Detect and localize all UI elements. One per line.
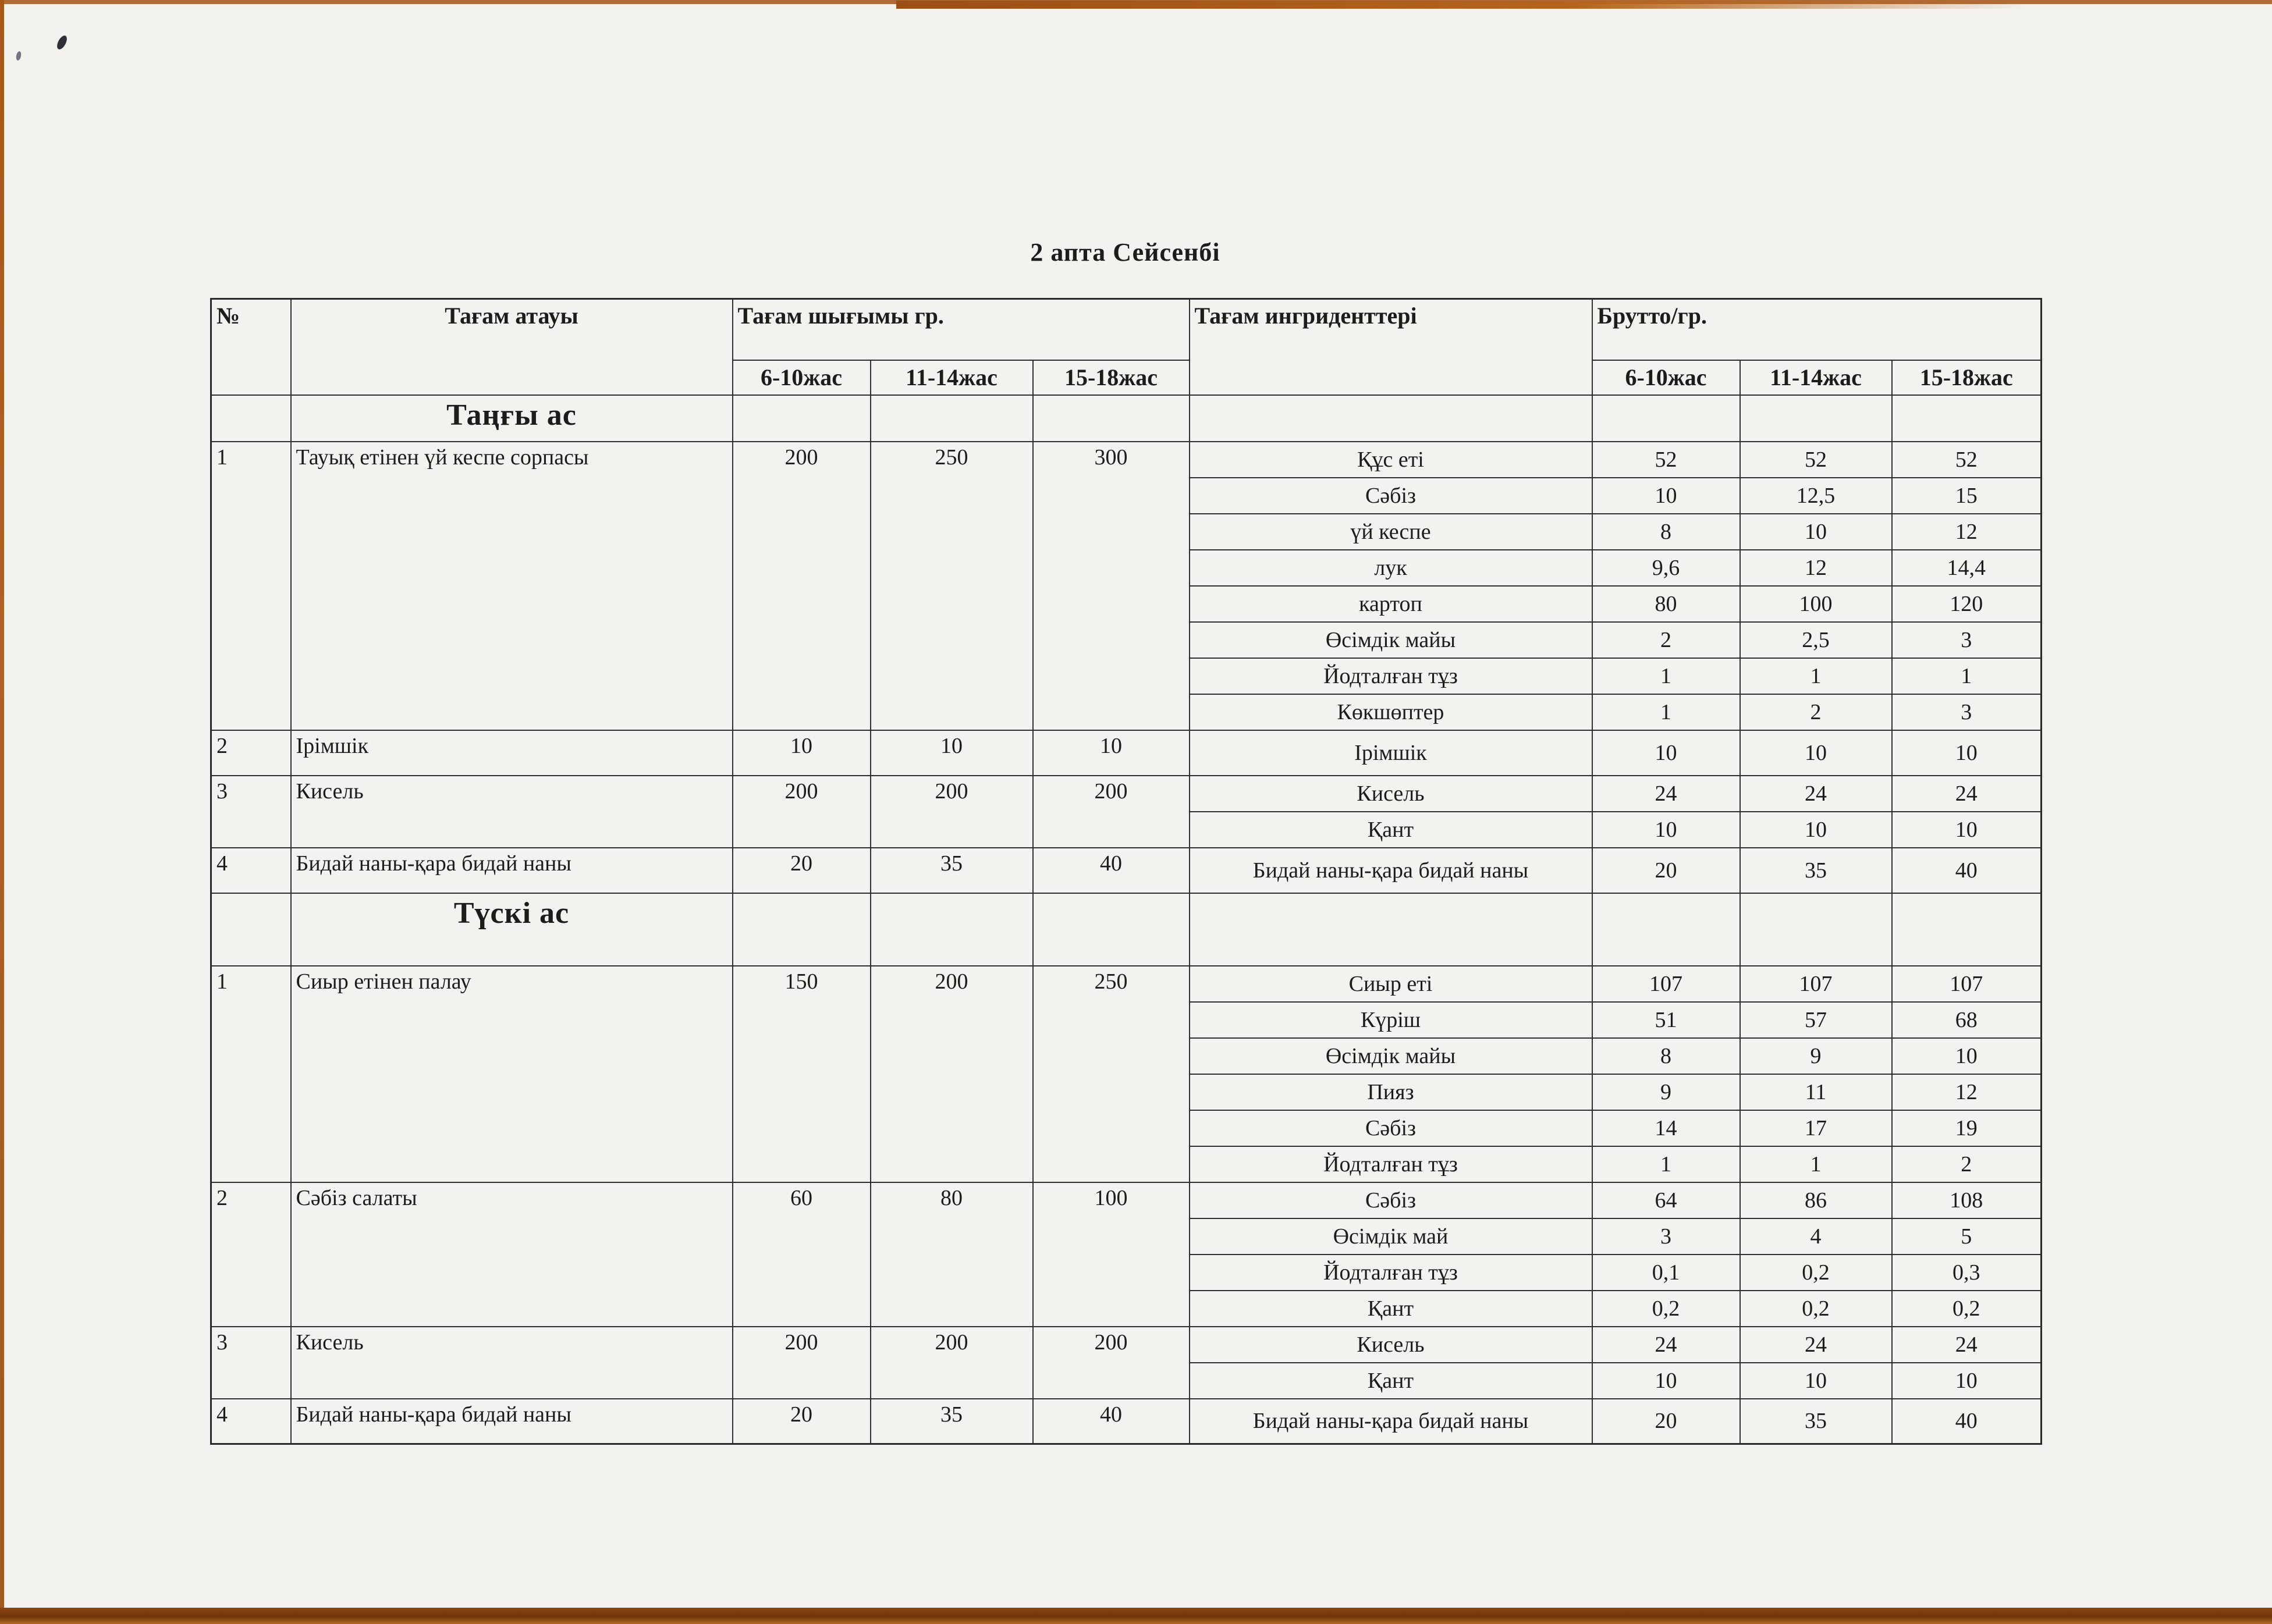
section-empty-cell bbox=[1892, 395, 2042, 442]
ingredient-name: Кисель bbox=[1190, 776, 1592, 812]
brutto-value: 107 bbox=[1592, 966, 1740, 1002]
output-value: 20 bbox=[733, 1399, 871, 1444]
output-value: 250 bbox=[1033, 966, 1190, 1182]
section-empty-cell bbox=[1592, 395, 1740, 442]
column-header-age-15-18: 15-18жас bbox=[1033, 360, 1190, 395]
brutto-value: 35 bbox=[1740, 848, 1892, 893]
brutto-value: 80 bbox=[1592, 586, 1740, 622]
brutto-value: 64 bbox=[1592, 1182, 1740, 1218]
brutto-value: 8 bbox=[1592, 1038, 1740, 1074]
ingredient-name: лук bbox=[1190, 550, 1592, 586]
ingredient-name: Йодталған тұз bbox=[1190, 1146, 1592, 1182]
brutto-value: 120 bbox=[1892, 586, 2042, 622]
brutto-value: 15 bbox=[1892, 478, 2042, 514]
brutto-value: 20 bbox=[1592, 848, 1740, 893]
ingredient-name: Көкшөптер bbox=[1190, 694, 1592, 730]
output-value: 10 bbox=[733, 730, 871, 776]
brutto-value: 0,3 bbox=[1892, 1255, 2042, 1291]
brutto-value: 24 bbox=[1592, 1327, 1740, 1363]
section-empty-cell bbox=[1592, 893, 1740, 966]
ingredient-name: Ірімшік bbox=[1190, 730, 1592, 776]
output-value: 200 bbox=[733, 1327, 871, 1399]
scan-top-edge-band bbox=[896, 1, 2031, 9]
scan-bottom-edge bbox=[0, 1608, 2272, 1624]
output-value: 40 bbox=[1033, 1399, 1190, 1444]
brutto-value: 40 bbox=[1892, 1399, 2042, 1444]
brutto-value: 12 bbox=[1892, 514, 2042, 550]
output-value: 200 bbox=[733, 442, 871, 730]
brutto-value: 10 bbox=[1892, 1038, 2042, 1074]
brutto-value: 10 bbox=[1740, 514, 1892, 550]
menu-table bbox=[210, 298, 2042, 1445]
output-value: 250 bbox=[871, 442, 1033, 730]
brutto-value: 1 bbox=[1592, 694, 1740, 730]
ingredient-name: Сәбіз bbox=[1190, 1182, 1592, 1218]
brutto-value: 1 bbox=[1592, 1146, 1740, 1182]
brutto-value: 107 bbox=[1892, 966, 2042, 1002]
dish-number: 1 bbox=[211, 966, 291, 1182]
brutto-value: 0,2 bbox=[1740, 1255, 1892, 1291]
brutto-value: 2 bbox=[1592, 622, 1740, 658]
ingredient-name: Құс еті bbox=[1190, 442, 1592, 478]
column-header-ingredients: Тағам ингриденттері bbox=[1190, 299, 1592, 395]
column-header-age-6-10: 6-10жас bbox=[733, 360, 871, 395]
ingredient-name: картоп bbox=[1190, 586, 1592, 622]
ingredient-name: Қант bbox=[1190, 812, 1592, 848]
page-title: 2 апта Сейсенбі bbox=[1030, 238, 1220, 266]
brutto-value: 2 bbox=[1740, 694, 1892, 730]
brutto-value: 24 bbox=[1740, 1327, 1892, 1363]
brutto-value: 3 bbox=[1592, 1218, 1740, 1255]
brutto-value: 52 bbox=[1740, 442, 1892, 478]
brutto-value: 2 bbox=[1892, 1146, 2042, 1182]
brutto-value: 0,2 bbox=[1740, 1291, 1892, 1327]
brutto-value: 86 bbox=[1740, 1182, 1892, 1218]
column-header-brutto: Брутто/гр. bbox=[1592, 299, 2042, 360]
brutto-value: 1 bbox=[1740, 1146, 1892, 1182]
ingredient-name: Қант bbox=[1190, 1291, 1592, 1327]
brutto-value: 17 bbox=[1740, 1110, 1892, 1146]
brutto-value: 24 bbox=[1892, 1327, 2042, 1363]
brutto-value: 108 bbox=[1892, 1182, 2042, 1218]
output-value: 200 bbox=[871, 776, 1033, 848]
section-empty-cell bbox=[1190, 893, 1592, 966]
dish-name: Бидай наны-қара бидай наны bbox=[291, 1399, 733, 1444]
brutto-value: 10 bbox=[1592, 812, 1740, 848]
output-value: 300 bbox=[1033, 442, 1190, 730]
brutto-value: 19 bbox=[1892, 1110, 2042, 1146]
ingredient-name: Сәбіз bbox=[1190, 478, 1592, 514]
dish-number: 2 bbox=[211, 1182, 291, 1327]
brutto-value: 10 bbox=[1892, 812, 2042, 848]
dish-name: Ірімшік bbox=[291, 730, 733, 776]
brutto-value: 2,5 bbox=[1740, 622, 1892, 658]
section-empty-cell bbox=[871, 893, 1033, 966]
brutto-value: 0,1 bbox=[1592, 1255, 1740, 1291]
column-header-number: № bbox=[211, 299, 291, 395]
brutto-value: 8 bbox=[1592, 514, 1740, 550]
section-empty-cell bbox=[733, 893, 871, 966]
output-value: 10 bbox=[1033, 730, 1190, 776]
ingredient-name: Кисель bbox=[1190, 1327, 1592, 1363]
output-value: 20 bbox=[733, 848, 871, 893]
dish-row bbox=[211, 1327, 2042, 1363]
brutto-value: 14,4 bbox=[1892, 550, 2042, 586]
ingredient-name: Күріш bbox=[1190, 1002, 1592, 1038]
ingredient-name: Өсімдік май bbox=[1190, 1218, 1592, 1255]
ingredient-name: Сәбіз bbox=[1190, 1110, 1592, 1146]
output-value: 35 bbox=[871, 1399, 1033, 1444]
dish-name: Кисель bbox=[291, 776, 733, 848]
ingredient-name: Бидай наны-қара бидай наны bbox=[1190, 1399, 1592, 1444]
dish-row bbox=[211, 730, 2042, 776]
brutto-value: 20 bbox=[1592, 1399, 1740, 1444]
output-value: 40 bbox=[1033, 848, 1190, 893]
ingredient-name: Бидай наны-қара бидай наны bbox=[1190, 848, 1592, 893]
dish-row bbox=[211, 848, 2042, 893]
output-value: 200 bbox=[871, 966, 1033, 1182]
section-row bbox=[211, 893, 2042, 966]
dish-row bbox=[211, 966, 2042, 1002]
brutto-value: 100 bbox=[1740, 586, 1892, 622]
menu-table-body bbox=[211, 395, 2042, 1444]
dish-row bbox=[211, 1399, 2042, 1444]
brutto-value: 68 bbox=[1892, 1002, 2042, 1038]
dish-number: 3 bbox=[211, 1327, 291, 1399]
output-value: 200 bbox=[1033, 776, 1190, 848]
dish-number: 4 bbox=[211, 848, 291, 893]
section-empty-cell bbox=[871, 395, 1033, 442]
scan-left-edge bbox=[0, 0, 4, 1624]
output-value: 200 bbox=[871, 1327, 1033, 1399]
brutto-value: 24 bbox=[1592, 776, 1740, 812]
brutto-value: 52 bbox=[1592, 442, 1740, 478]
output-value: 200 bbox=[1033, 1327, 1190, 1399]
brutto-value: 3 bbox=[1892, 694, 2042, 730]
column-header-dish-name: Тағам атауы bbox=[291, 299, 733, 395]
dish-row bbox=[211, 442, 2042, 478]
output-value: 200 bbox=[733, 776, 871, 848]
dish-number: 2 bbox=[211, 730, 291, 776]
brutto-value: 9 bbox=[1740, 1038, 1892, 1074]
section-empty-cell bbox=[1892, 893, 2042, 966]
section-empty-cell bbox=[733, 395, 871, 442]
brutto-value: 10 bbox=[1592, 1363, 1740, 1399]
brutto-value: 0,2 bbox=[1592, 1291, 1740, 1327]
ink-speck bbox=[55, 34, 69, 51]
output-value: 100 bbox=[1033, 1182, 1190, 1327]
dish-number: 4 bbox=[211, 1399, 291, 1444]
brutto-value: 1 bbox=[1740, 658, 1892, 694]
brutto-value: 10 bbox=[1892, 730, 2042, 776]
ingredient-name: Йодталған тұз bbox=[1190, 1255, 1592, 1291]
section-empty-cell bbox=[1190, 395, 1592, 442]
brutto-value: 24 bbox=[1892, 776, 2042, 812]
dish-number: 3 bbox=[211, 776, 291, 848]
ingredient-name: Пияз bbox=[1190, 1074, 1592, 1110]
brutto-value: 24 bbox=[1740, 776, 1892, 812]
brutto-value: 9,6 bbox=[1592, 550, 1740, 586]
section-empty-cell bbox=[1740, 893, 1892, 966]
brutto-value: 10 bbox=[1740, 730, 1892, 776]
dish-number: 1 bbox=[211, 442, 291, 730]
brutto-value: 11 bbox=[1740, 1074, 1892, 1110]
brutto-value: 4 bbox=[1740, 1218, 1892, 1255]
ink-speck bbox=[15, 51, 22, 61]
section-row bbox=[211, 395, 2042, 442]
brutto-value: 12 bbox=[1892, 1074, 2042, 1110]
section-empty-cell bbox=[211, 893, 291, 966]
dish-name: Сәбіз салаты bbox=[291, 1182, 733, 1327]
section-title: Таңғы ас bbox=[291, 395, 733, 442]
dish-name: Кисель bbox=[291, 1327, 733, 1399]
brutto-value: 1 bbox=[1592, 658, 1740, 694]
output-value: 60 bbox=[733, 1182, 871, 1327]
section-empty-cell bbox=[1033, 893, 1190, 966]
brutto-value: 12 bbox=[1740, 550, 1892, 586]
brutto-value: 57 bbox=[1740, 1002, 1892, 1038]
ingredient-name: Қант bbox=[1190, 1363, 1592, 1399]
brutto-value: 3 bbox=[1892, 622, 2042, 658]
section-empty-cell bbox=[211, 395, 291, 442]
dish-row bbox=[211, 776, 2042, 812]
brutto-value: 12,5 bbox=[1740, 478, 1892, 514]
brutto-value: 10 bbox=[1592, 478, 1740, 514]
dish-name: Сиыр етінен палау bbox=[291, 966, 733, 1182]
brutto-value: 1 bbox=[1892, 658, 2042, 694]
brutto-value: 5 bbox=[1892, 1218, 2042, 1255]
section-empty-cell bbox=[1740, 395, 1892, 442]
ingredient-name: Өсімдік майы bbox=[1190, 622, 1592, 658]
brutto-value: 9 bbox=[1592, 1074, 1740, 1110]
column-header-age-11-14: 11-14жас bbox=[1740, 360, 1892, 395]
brutto-value: 107 bbox=[1740, 966, 1892, 1002]
dish-name: Тауық етінен үй кеспе сорпасы bbox=[291, 442, 733, 730]
output-value: 35 bbox=[871, 848, 1033, 893]
brutto-value: 10 bbox=[1740, 1363, 1892, 1399]
column-header-age-6-10: 6-10жас bbox=[1592, 360, 1740, 395]
output-value: 10 bbox=[871, 730, 1033, 776]
brutto-value: 10 bbox=[1740, 812, 1892, 848]
brutto-value: 51 bbox=[1592, 1002, 1740, 1038]
brutto-value: 10 bbox=[1892, 1363, 2042, 1399]
section-title: Түскі ас bbox=[291, 893, 733, 966]
output-value: 80 bbox=[871, 1182, 1033, 1327]
brutto-value: 0,2 bbox=[1892, 1291, 2042, 1327]
section-empty-cell bbox=[1033, 395, 1190, 442]
brutto-value: 14 bbox=[1592, 1110, 1740, 1146]
column-header-age-15-18: 15-18жас bbox=[1892, 360, 2042, 395]
output-value: 150 bbox=[733, 966, 871, 1182]
column-header-output: Тағам шығымы гр. bbox=[733, 299, 1190, 360]
column-header-age-11-14: 11-14жас bbox=[871, 360, 1033, 395]
dish-row bbox=[211, 1182, 2042, 1218]
brutto-value: 35 bbox=[1740, 1399, 1892, 1444]
ingredient-name: Өсімдік майы bbox=[1190, 1038, 1592, 1074]
ingredient-name: Йодталған тұз bbox=[1190, 658, 1592, 694]
brutto-value: 52 bbox=[1892, 442, 2042, 478]
ingredient-name: үй кеспе bbox=[1190, 514, 1592, 550]
brutto-value: 40 bbox=[1892, 848, 2042, 893]
ingredient-name: Сиыр еті bbox=[1190, 966, 1592, 1002]
dish-name: Бидай наны-қара бидай наны bbox=[291, 848, 733, 893]
brutto-value: 10 bbox=[1592, 730, 1740, 776]
